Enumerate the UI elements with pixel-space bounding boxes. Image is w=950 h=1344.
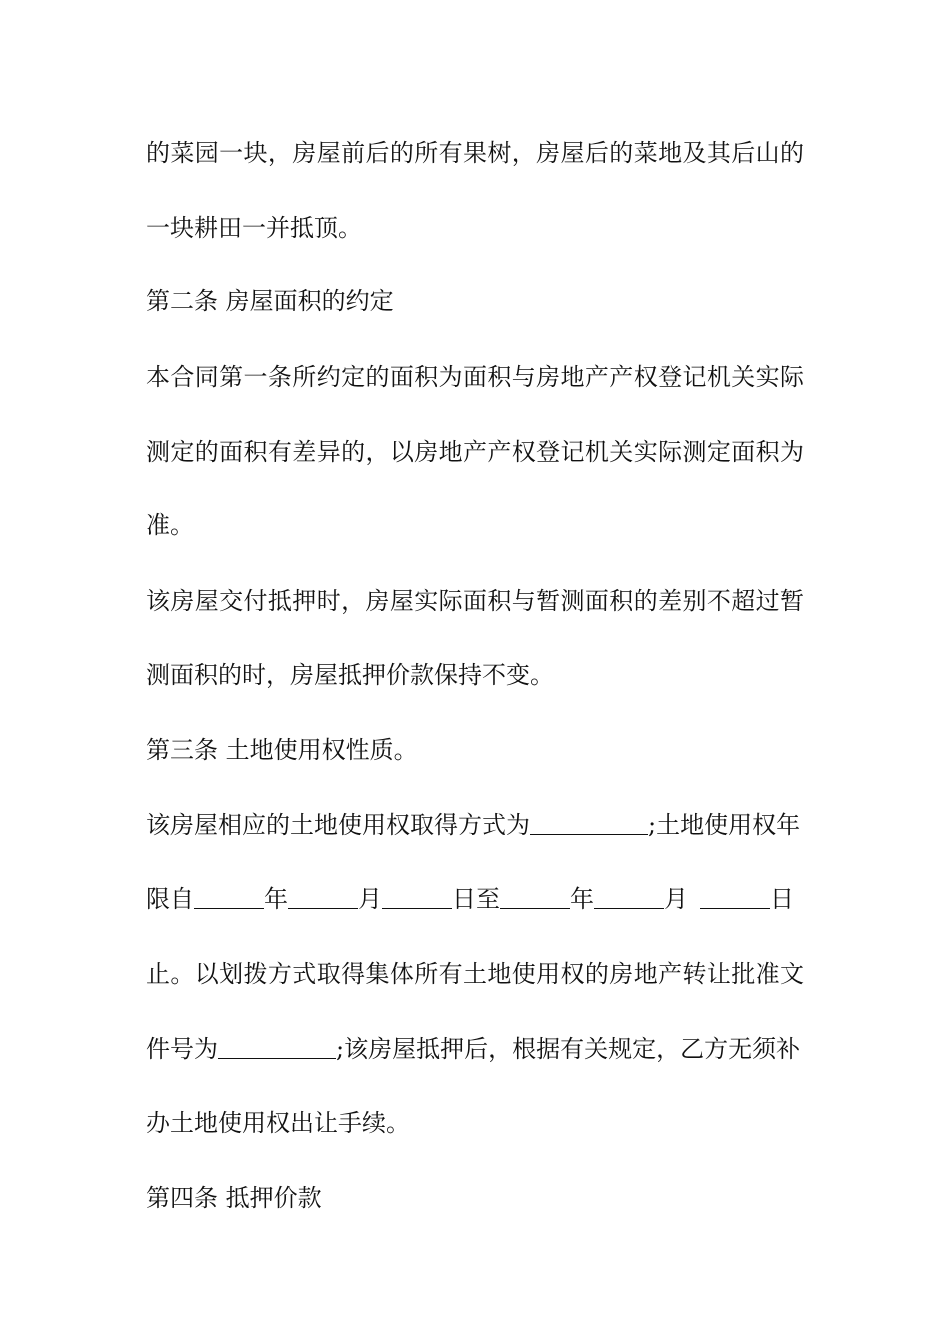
fill-in-blank[interactable] (700, 886, 770, 909)
line-text: 日至 (452, 885, 500, 913)
paragraph-line: 该房屋交付抵押时，房屋实际面积与暂测面积的差别不超过暂 (146, 587, 804, 615)
fill-in-blank[interactable] (218, 1036, 336, 1059)
paragraph-line (146, 810, 800, 840)
line-text: 月 (664, 885, 688, 913)
paragraph-line: 测面积的时，房屋抵押价款保持不变。 (146, 661, 554, 689)
paragraph-line (146, 1034, 800, 1064)
fill-in-blank[interactable] (382, 886, 452, 909)
paragraph-line: 止。以划拨方式取得集体所有土地使用权的房地产转让批准文 (146, 960, 804, 988)
line-text: 件号为 (146, 1035, 218, 1063)
fill-in-blank[interactable] (194, 886, 264, 909)
fill-in-blank[interactable] (288, 886, 358, 909)
paragraph-line: 准。 (146, 511, 194, 539)
line-text: 月 (358, 885, 382, 913)
line-text: 限自 (146, 885, 194, 913)
paragraph-line: 本合同第一条所约定的面积为面积与房地产产权登记机关实际 (146, 363, 804, 391)
line-text: 年 (264, 885, 288, 913)
line-text: 该房屋相应的土地使用权取得方式为 (146, 811, 530, 839)
paragraph-line: 一块耕田一并抵顶。 (146, 214, 362, 242)
paragraph-line: 办土地使用权出让手续。 (146, 1109, 410, 1137)
fill-in-blank[interactable] (500, 886, 570, 909)
line-text: 年 (570, 885, 594, 913)
line-text: 日 (770, 885, 794, 913)
section-heading: 第二条 房屋面积的约定 (146, 287, 394, 315)
paragraph-line: 的菜园一块，房屋前后的所有果树，房屋后的菜地及其后山的 (146, 139, 804, 167)
line-text: ;该房屋抵押后，根据有关规定，乙方无须补 (336, 1035, 801, 1063)
fill-in-blank[interactable] (530, 812, 648, 835)
section-heading: 第四条 抵押价款 (146, 1184, 322, 1212)
section-heading: 第三条 土地使用权性质。 (146, 736, 418, 764)
fill-in-blank[interactable] (594, 886, 664, 909)
line-text: ;土地使用权年 (648, 811, 801, 839)
paragraph-line (146, 884, 794, 914)
paragraph-line: 测定的面积有差异的，以房地产产权登记机关实际测定面积为 (146, 438, 804, 466)
